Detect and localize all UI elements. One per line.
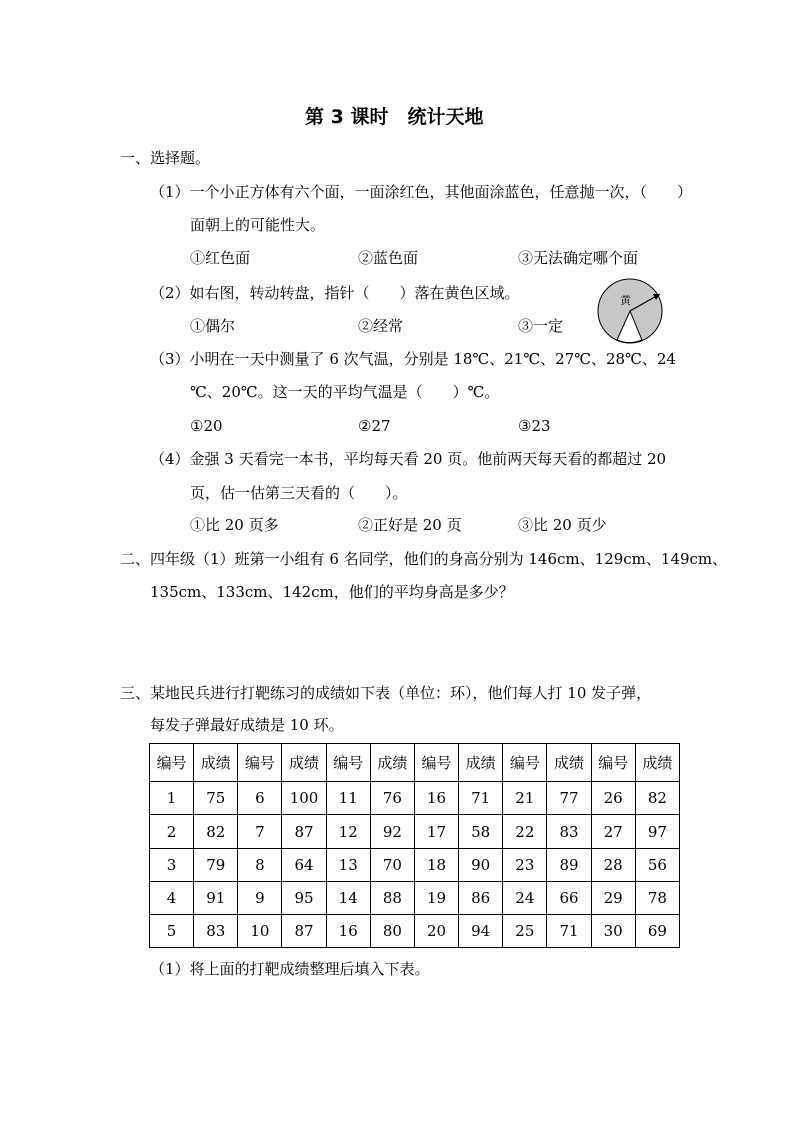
section2-line2: 135cm、133cm、142cm，他们的平均身高是多少？ bbox=[150, 583, 514, 601]
table-cell: 16 bbox=[326, 914, 370, 947]
table-cell: 91 bbox=[194, 881, 238, 914]
table-cell: 69 bbox=[635, 914, 679, 947]
table-cell: 87 bbox=[282, 815, 326, 848]
table-cell: 8 bbox=[238, 848, 282, 881]
table-cell: 70 bbox=[370, 848, 414, 881]
table-cell: 100 bbox=[282, 782, 326, 815]
table-cell: 82 bbox=[635, 782, 679, 815]
table-cell: 64 bbox=[282, 848, 326, 881]
table-row bbox=[150, 815, 680, 848]
table-cell: 86 bbox=[459, 881, 503, 914]
table-header-cell: 成绩 bbox=[194, 744, 238, 782]
q3-option-1: ①20 bbox=[190, 417, 223, 435]
table-cell: 19 bbox=[414, 881, 458, 914]
table-cell: 5 bbox=[150, 914, 194, 947]
table-cell: 26 bbox=[591, 782, 635, 815]
table-cell: 16 bbox=[414, 782, 458, 815]
table-cell: 56 bbox=[635, 848, 679, 881]
table-row bbox=[150, 881, 680, 914]
table-cell: 71 bbox=[547, 914, 591, 947]
table-cell: 7 bbox=[238, 815, 282, 848]
table-cell: 80 bbox=[370, 914, 414, 947]
q4-line2: 页，估一估第三天看的（ ）。 bbox=[190, 484, 408, 502]
table-header-cell: 成绩 bbox=[282, 744, 326, 782]
table-cell: 66 bbox=[547, 881, 591, 914]
table-cell: 92 bbox=[370, 815, 414, 848]
table-row bbox=[150, 782, 680, 815]
table-cell: 2 bbox=[150, 815, 194, 848]
table-cell: 76 bbox=[370, 782, 414, 815]
table-cell: 30 bbox=[591, 914, 635, 947]
table-header-cell: 编号 bbox=[503, 744, 547, 782]
section3-line2: 每发子弹最好成绩是 10 环。 bbox=[150, 716, 344, 734]
q4-option-3: ③比 20 页少 bbox=[518, 516, 607, 534]
table-header-cell: 成绩 bbox=[547, 744, 591, 782]
table-cell: 27 bbox=[591, 815, 635, 848]
q3-line1: （3）小明在一天中测量了 6 次气温，分别是 18℃、21℃、27℃、28℃、24 bbox=[150, 350, 676, 368]
table-cell: 79 bbox=[194, 848, 238, 881]
table-cell: 88 bbox=[370, 881, 414, 914]
section2-line1: 二、四年级（1）班第一小组有 6 名同学，他们的身高分别为 146cm、129cm、149cm、 bbox=[120, 550, 728, 568]
table-header-cell: 编号 bbox=[414, 744, 458, 782]
page-title: 第 3 课时 统计天地 bbox=[305, 106, 484, 128]
q2-line1: （2）如右图，转动转盘，指针（ ）落在黄色区域。 bbox=[150, 284, 520, 302]
table-cell: 11 bbox=[326, 782, 370, 815]
q2-option-3: ③一定 bbox=[518, 317, 564, 335]
table-cell: 17 bbox=[414, 815, 458, 848]
table-cell: 28 bbox=[591, 848, 635, 881]
table-cell: 18 bbox=[414, 848, 458, 881]
q3-line2: ℃、20℃。这一天的平均气温是（ ）℃。 bbox=[190, 383, 500, 401]
q4-option-1: ①比 20 页多 bbox=[190, 516, 279, 534]
spinner-label: 黄 bbox=[620, 294, 631, 307]
table-header-cell: 成绩 bbox=[635, 744, 679, 782]
table-row bbox=[150, 914, 680, 947]
q3-option-3: ③23 bbox=[518, 417, 551, 435]
table-cell: 77 bbox=[547, 782, 591, 815]
table-cell: 22 bbox=[503, 815, 547, 848]
q1-option-1: ①红色面 bbox=[190, 249, 251, 267]
table-cell: 75 bbox=[194, 782, 238, 815]
table-row bbox=[150, 848, 680, 881]
table-cell: 83 bbox=[547, 815, 591, 848]
table-cell: 9 bbox=[238, 881, 282, 914]
q1-line2: 面朝上的可能性大。 bbox=[190, 216, 326, 234]
q4-line1: （4）金强 3 天看完一本书，平均每天看 20 页。他前两天每天看的都超过 20 bbox=[150, 450, 667, 468]
section3-line1: 三、某地民兵进行打靶练习的成绩如下表（单位：环），他们每人打 10 发子弹， bbox=[120, 684, 652, 702]
table-header-cell: 编号 bbox=[591, 744, 635, 782]
q2-option-2: ②经常 bbox=[358, 317, 404, 335]
q2-option-1: ①偶尔 bbox=[190, 317, 236, 335]
table-cell: 87 bbox=[282, 914, 326, 947]
table-cell: 95 bbox=[282, 881, 326, 914]
table-cell: 24 bbox=[503, 881, 547, 914]
table-cell: 90 bbox=[459, 848, 503, 881]
spinner-diagram bbox=[596, 277, 666, 345]
q3-option-2: ②27 bbox=[358, 417, 391, 435]
table-cell: 23 bbox=[503, 848, 547, 881]
section1-heading: 一、选择题。 bbox=[120, 149, 211, 167]
table-cell: 21 bbox=[503, 782, 547, 815]
q1-option-2: ②蓝色面 bbox=[358, 249, 419, 267]
table-header-cell: 编号 bbox=[150, 744, 194, 782]
table-cell: 14 bbox=[326, 881, 370, 914]
table-cell: 71 bbox=[459, 782, 503, 815]
section3-sub1: （1）将上面的打靶成绩整理后填入下表。 bbox=[150, 960, 430, 978]
q4-option-2: ②正好是 20 页 bbox=[358, 516, 462, 534]
table-cell: 78 bbox=[635, 881, 679, 914]
table-cell: 89 bbox=[547, 848, 591, 881]
table-header-cell: 编号 bbox=[238, 744, 282, 782]
table-cell: 29 bbox=[591, 881, 635, 914]
table-cell: 82 bbox=[194, 815, 238, 848]
table-cell: 12 bbox=[326, 815, 370, 848]
table-header-cell: 编号 bbox=[326, 744, 370, 782]
score-table bbox=[149, 743, 680, 948]
table-header-cell: 成绩 bbox=[370, 744, 414, 782]
table-header-row bbox=[150, 744, 680, 782]
table-cell: 83 bbox=[194, 914, 238, 947]
table-cell: 97 bbox=[635, 815, 679, 848]
table-cell: 20 bbox=[414, 914, 458, 947]
table-cell: 6 bbox=[238, 782, 282, 815]
table-cell: 13 bbox=[326, 848, 370, 881]
table-cell: 94 bbox=[459, 914, 503, 947]
table-header-cell: 成绩 bbox=[459, 744, 503, 782]
table-cell: 10 bbox=[238, 914, 282, 947]
table-cell: 1 bbox=[150, 782, 194, 815]
q1-option-3: ③无法确定哪个面 bbox=[518, 249, 639, 267]
table-cell: 58 bbox=[459, 815, 503, 848]
table-cell: 4 bbox=[150, 881, 194, 914]
table-cell: 3 bbox=[150, 848, 194, 881]
q1-line1: （1）一个小正方体有六个面，一面涂红色，其他面涂蓝色，任意抛一次，（ ） bbox=[150, 183, 693, 201]
table-cell: 25 bbox=[503, 914, 547, 947]
